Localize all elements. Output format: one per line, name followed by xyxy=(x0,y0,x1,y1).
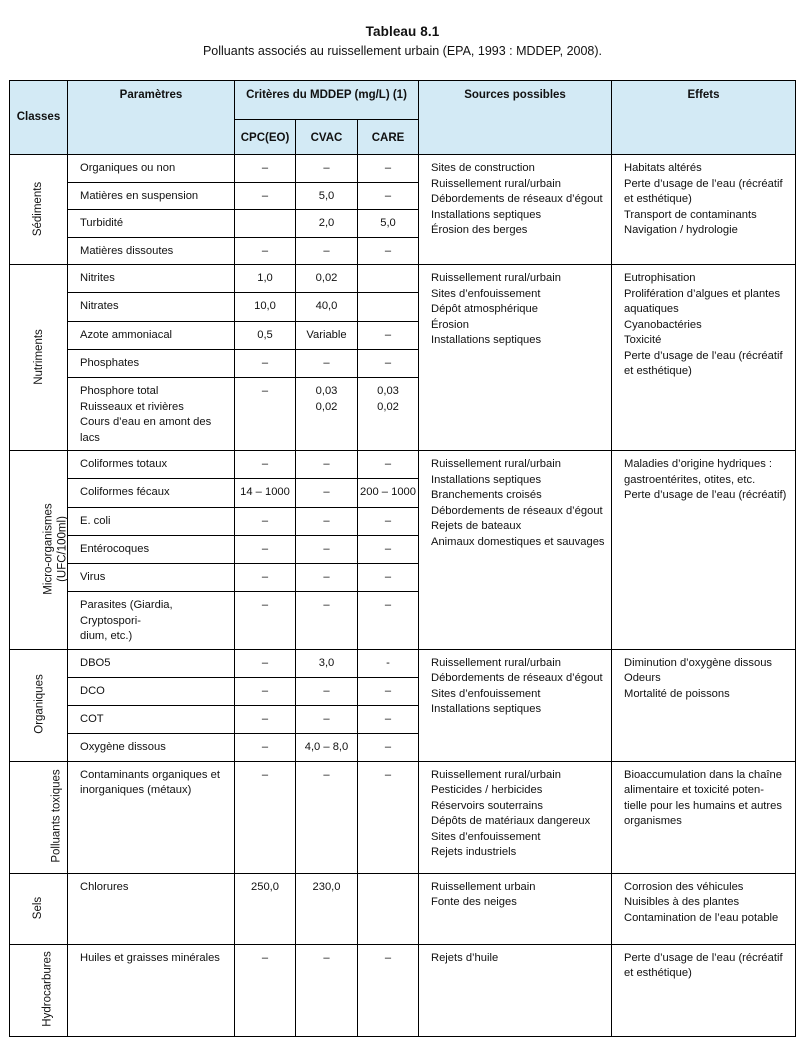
class-name: Organiques xyxy=(33,674,46,734)
param-name: COT xyxy=(80,712,104,725)
care-value: – xyxy=(384,684,392,697)
param-cell xyxy=(68,155,235,183)
cpc-value: – xyxy=(261,712,269,725)
cpc-value: – xyxy=(261,599,269,611)
param-cell xyxy=(68,210,235,238)
cpc-value-cell xyxy=(235,322,296,350)
cvac-value-cell xyxy=(296,322,358,350)
param-cell xyxy=(68,378,235,451)
sources-cell xyxy=(419,944,612,1036)
table-row xyxy=(10,761,796,873)
text-line: Bioaccumulation dans la chaîne xyxy=(624,768,782,781)
cvac-value: 40,0 xyxy=(315,300,338,312)
text-line: Prolifération d’algues et plantes xyxy=(624,287,781,300)
param-cell xyxy=(68,479,235,508)
text-line: Débordements de réseaux d’égout xyxy=(431,193,603,205)
text-line: Rejets de bateaux xyxy=(431,520,522,532)
header-care: CARE xyxy=(358,120,419,155)
param-cell xyxy=(68,873,235,944)
care-value: – xyxy=(384,162,392,174)
cvac-value-cell xyxy=(296,677,358,705)
cpc-value: 10,0 xyxy=(254,300,276,312)
cvac-value: 3,0 xyxy=(318,656,335,669)
param-name-line2: dium, etc.) xyxy=(80,630,133,642)
param-cell xyxy=(68,536,235,564)
cpc-value-cell xyxy=(235,155,296,183)
table-subtitle: Polluants associés au ruissellement urbain (EPA, 1993 : MDDEP, 2008). xyxy=(202,44,603,58)
cpc-value-cell xyxy=(235,733,296,761)
cvac-value-cell xyxy=(296,479,358,508)
cpc-value-cell xyxy=(235,378,296,451)
cvac-value: 0,02 xyxy=(315,272,338,284)
care-value-cell xyxy=(358,238,419,265)
care-value: – xyxy=(384,245,392,257)
cvac-value: – xyxy=(323,515,330,527)
cpc-value-cell xyxy=(235,705,296,733)
param-name: Entérocoques xyxy=(80,543,150,555)
class-name: Polluants toxiques xyxy=(50,769,63,863)
cpc-value-cell xyxy=(235,944,296,1036)
cpc-value-cell xyxy=(235,873,296,944)
cvac-value: – xyxy=(323,951,330,964)
cvac-value: 5,0 xyxy=(318,190,335,202)
care-value-cell xyxy=(358,677,419,705)
sources-cell xyxy=(419,873,612,944)
cvac-value-cell xyxy=(296,183,358,210)
param-cell xyxy=(68,451,235,479)
class-cell xyxy=(10,873,68,944)
class-name: Hydrocarbures xyxy=(41,951,54,1027)
cpc-value: 0,5 xyxy=(257,329,273,341)
care-value-cell xyxy=(358,536,419,564)
cpc-value-cell xyxy=(235,677,296,705)
cpc-value: – xyxy=(261,458,269,470)
header-criteres: Critères du MDDEP (mg/L) (1) xyxy=(235,81,419,120)
cpc-value-cell xyxy=(235,451,296,479)
care-value-cell xyxy=(358,761,419,873)
cvac-value-cell xyxy=(296,761,358,873)
text-line: Perte d’usage de l’eau (récréatif) xyxy=(624,489,787,501)
param-cell xyxy=(68,293,235,322)
cvac-value-cell xyxy=(296,733,358,761)
cvac-value-cell xyxy=(296,508,358,536)
care-value-cell xyxy=(358,733,419,761)
cpc-value-cell xyxy=(235,649,296,677)
effets-cell xyxy=(612,265,796,451)
param-name: Matières en suspension xyxy=(80,190,199,202)
care-value: – xyxy=(384,599,392,611)
cvac-value-cell xyxy=(296,873,358,944)
param-name: Parasites (Giardia, Cryptospori- xyxy=(80,599,173,627)
param-name: Chlorures xyxy=(80,880,129,893)
class-name: Nutriments xyxy=(32,328,45,385)
effets-cell xyxy=(612,873,796,944)
class-cell xyxy=(10,265,68,451)
param-cell xyxy=(68,265,235,293)
care-value-cell xyxy=(358,649,419,677)
text-line: Débordements de réseaux d’égout xyxy=(431,504,603,517)
text-line: Érosion des berges xyxy=(431,224,528,236)
param-name: E. coli xyxy=(80,515,111,527)
cpc-value: 250,0 xyxy=(251,880,279,893)
care-value: – xyxy=(384,190,392,202)
text-line: Fonte des neiges xyxy=(431,896,517,908)
care-value-cell xyxy=(358,293,419,322)
text-line: Ruissellement rural/urbain xyxy=(431,656,561,669)
header-effets: Effets xyxy=(612,81,796,155)
cpc-value: – xyxy=(261,571,269,583)
cvac-value: – xyxy=(323,245,330,257)
text-line: Contamination de l’eau potable xyxy=(624,911,779,924)
table-row xyxy=(10,944,796,1036)
table-row xyxy=(10,873,796,944)
text-line: organismes xyxy=(624,815,682,827)
text-line: Débordements de réseaux d’égout xyxy=(431,672,603,684)
header-sources: Sources possibles xyxy=(419,81,612,155)
text-line: Cyanobactéries xyxy=(624,318,702,331)
text-line: alimentaire et toxicité poten- xyxy=(624,784,764,796)
cvac-value: – xyxy=(323,599,330,611)
cpc-value-cell xyxy=(235,350,296,378)
text-line: Dépôt atmosphérique xyxy=(431,303,538,315)
text-line: Installations septiques xyxy=(431,473,542,486)
cpc-value: – xyxy=(261,543,269,555)
cvac-value: – xyxy=(323,571,330,583)
cpc-value: – xyxy=(261,190,269,202)
cvac-value-cell xyxy=(296,210,358,238)
text-line: Habitats altérés xyxy=(624,162,702,174)
text-line: Rejets industriels xyxy=(431,846,517,858)
cvac-value-cell xyxy=(296,536,358,564)
care-value: – xyxy=(384,515,392,527)
param-cell xyxy=(68,677,235,705)
class-unit: (UFC/100ml) xyxy=(56,516,69,582)
cvac-value: 2,0 xyxy=(318,217,335,229)
cpc-value: – xyxy=(261,515,269,527)
text-line: Ruissellement rural/urbain xyxy=(431,177,561,190)
text-line: Dépôts de matériaux dangereux xyxy=(431,815,591,827)
cvac-value: – xyxy=(323,357,330,369)
table-row xyxy=(10,649,796,677)
param-name: Coliformes fécaux xyxy=(80,486,170,498)
cvac-value-cell xyxy=(296,592,358,650)
text-line: Installations septiques xyxy=(431,208,542,221)
param-name: Nitrates xyxy=(80,300,119,312)
effets-cell xyxy=(612,155,796,265)
param-cell xyxy=(68,508,235,536)
text-line: aquatiques xyxy=(624,303,679,315)
text-line: Nuisibles à des plantes xyxy=(624,896,740,908)
param-name: Coliformes totaux xyxy=(80,458,168,470)
table-row xyxy=(10,451,796,479)
class-label xyxy=(41,952,55,1027)
class-label xyxy=(32,182,46,236)
cpc-value: 1,0 xyxy=(257,272,273,284)
cvac-value-cell xyxy=(296,705,358,733)
cpc-value-cell xyxy=(235,508,296,536)
text-line: Corrosion des véhicules xyxy=(624,880,744,893)
table-title: Tableau 8.1 xyxy=(365,24,440,39)
care-value: 5,0 xyxy=(380,217,396,229)
text-line: Sites de construction xyxy=(431,162,535,174)
text-line: Ruissellement rural/urbain xyxy=(431,768,561,781)
param-name: Oxygène dissous xyxy=(80,740,166,753)
cpc-value-cell xyxy=(235,536,296,564)
cvac-value-cell xyxy=(296,564,358,592)
param-name: Nitrites xyxy=(80,272,115,284)
class-label xyxy=(33,675,47,734)
param-name: DCO xyxy=(80,684,105,697)
param-name: Matières dissoutes xyxy=(80,245,174,257)
cvac-value-cell xyxy=(296,238,358,265)
care-value: – xyxy=(384,543,392,555)
care-value-cell xyxy=(358,378,419,451)
care-value: – xyxy=(384,712,392,725)
header-parametres: Paramètres xyxy=(68,81,235,155)
care-value-cell xyxy=(358,479,419,508)
cvac-value-cell xyxy=(296,649,358,677)
care-value-cell xyxy=(358,183,419,210)
cpc-value-cell xyxy=(235,265,296,293)
care-value: – xyxy=(384,357,392,369)
care-value-cell xyxy=(358,944,419,1036)
text-line: Perte d’usage de l’eau (récréatif xyxy=(624,177,783,190)
param-name-line3: Cours d’eau en amont des lacs xyxy=(80,416,212,444)
cpc-value-cell xyxy=(235,479,296,508)
sources-cell xyxy=(419,649,612,761)
care-value-cell xyxy=(358,873,419,944)
cvac-value: – xyxy=(323,684,330,697)
text-line: Pesticides / herbicides xyxy=(431,784,543,796)
care-value: – xyxy=(384,951,392,964)
care-value-cell xyxy=(358,564,419,592)
care-value-cell xyxy=(358,322,419,350)
text-line: Branchements croisés xyxy=(431,489,542,501)
param-name: DBO5 xyxy=(80,656,111,669)
pollutants-table xyxy=(9,80,796,1037)
param-name-line2: Ruisseaux et rivières xyxy=(80,400,184,413)
param-name: Azote ammoniacal xyxy=(80,329,173,341)
text-line: Installations septiques xyxy=(431,334,542,346)
text-line: Animaux domestiques et sauvages xyxy=(431,535,605,548)
table-row xyxy=(10,265,796,293)
care-value-cell xyxy=(358,155,419,183)
param-cell xyxy=(68,592,235,650)
class-cell xyxy=(10,451,68,650)
text-line: Ruissellement urbain xyxy=(431,880,536,893)
param-name: Contaminants organiques et xyxy=(80,768,220,781)
cvac-value-cell xyxy=(296,155,358,183)
care-value-cell xyxy=(358,592,419,650)
text-line: Eutrophisation xyxy=(624,272,696,284)
care-value-cell xyxy=(358,210,419,238)
effets-cell xyxy=(612,649,796,761)
cpc-value: – xyxy=(261,740,269,753)
care-value: 200 – 1000 xyxy=(360,486,416,498)
param-cell xyxy=(68,761,235,873)
care-value: – xyxy=(384,740,392,753)
param-name: Organiques ou non xyxy=(80,162,176,174)
text-line: Installations septiques xyxy=(431,703,542,715)
class-label xyxy=(31,329,45,385)
care-value: - xyxy=(386,656,390,669)
header-cpc: CPC(EO) xyxy=(235,120,296,155)
care-value-line2: 0,03 xyxy=(377,385,399,397)
effets-cell xyxy=(612,761,796,873)
care-value-cell xyxy=(358,350,419,378)
text-line: Ruissellement rural/urbain xyxy=(431,272,561,284)
effets-cell xyxy=(612,451,796,650)
cvac-value-cell xyxy=(296,944,358,1036)
text-line: Ruissellement rural/urbain xyxy=(431,458,561,470)
text-line: gastroentérites, otites, etc. xyxy=(624,473,756,486)
care-value-cell xyxy=(358,265,419,293)
table-body xyxy=(10,155,796,1037)
param-name: Phosphates xyxy=(80,357,140,369)
cvac-value-cell xyxy=(296,265,358,293)
cpc-value: – xyxy=(261,162,269,174)
param-cell xyxy=(68,183,235,210)
cvac-value-cell xyxy=(296,350,358,378)
cpc-value-cell xyxy=(235,761,296,873)
param-name-line2: inorganiques (métaux) xyxy=(80,784,192,796)
cpc-value: – xyxy=(261,768,269,781)
cpc-value: 14 – 1000 xyxy=(240,486,290,498)
cvac-value: – xyxy=(323,486,330,498)
class-label xyxy=(50,770,64,863)
header-classes: Classes xyxy=(10,81,68,155)
table-row xyxy=(10,155,796,183)
class-name: Sels xyxy=(32,896,45,919)
param-cell xyxy=(68,564,235,592)
text-line: Transport de contaminants xyxy=(624,208,757,221)
cvac-value: 4,0 – 8,0 xyxy=(304,740,349,753)
text-line: Sites d’enfouissement xyxy=(431,830,541,843)
text-line: Odeurs xyxy=(624,672,661,684)
param-name: Virus xyxy=(80,571,106,583)
param-cell xyxy=(68,238,235,265)
cvac-value: – xyxy=(323,768,330,781)
header-cvac: CVAC xyxy=(296,120,358,155)
cvac-value: Variable xyxy=(306,329,347,341)
param-cell xyxy=(68,322,235,350)
param-cell xyxy=(68,733,235,761)
care-value-cell xyxy=(358,508,419,536)
sources-cell xyxy=(419,155,612,265)
param-cell xyxy=(68,705,235,733)
sources-cell xyxy=(419,265,612,451)
cpc-value-cell xyxy=(235,238,296,265)
sources-cell xyxy=(419,761,612,873)
param-cell xyxy=(68,649,235,677)
text-line: Toxicité xyxy=(624,334,662,346)
text-line: Réservoirs souterrains xyxy=(431,799,543,812)
cvac-value-line2: 0,03 xyxy=(315,385,338,397)
param-cell xyxy=(68,350,235,378)
cvac-value-line3: 0,02 xyxy=(315,400,338,413)
care-value: – xyxy=(384,458,392,470)
cvac-value: – xyxy=(323,543,330,555)
class-cell xyxy=(10,944,68,1036)
cpc-value: – xyxy=(261,245,269,257)
effets-cell xyxy=(612,944,796,1036)
cpc-value-cell xyxy=(235,210,296,238)
class-name: Micro-organismes xyxy=(42,503,55,595)
care-value: – xyxy=(384,329,392,341)
text-line: Mortalité de poissons xyxy=(624,687,730,700)
text-line: Sites d’enfouissement xyxy=(431,287,541,300)
care-value-line3: 0,02 xyxy=(377,400,399,413)
cvac-value: – xyxy=(323,162,330,174)
care-value: – xyxy=(384,571,392,583)
cpc-value-cell xyxy=(235,564,296,592)
cpc-value-cell xyxy=(235,183,296,210)
cpc-value-cell xyxy=(235,293,296,322)
cpc-value: – xyxy=(261,951,269,964)
class-name: Sédiments xyxy=(32,181,45,236)
text-line: tielle pour les humains et autres xyxy=(624,799,782,812)
class-label xyxy=(42,503,70,594)
cpc-value: – xyxy=(261,357,269,369)
care-value: – xyxy=(384,768,392,781)
cvac-value: – xyxy=(323,712,330,725)
text-line: Navigation / hydrologie xyxy=(624,224,738,236)
class-cell xyxy=(10,761,68,873)
sources-cell xyxy=(419,451,612,650)
cvac-value: – xyxy=(323,458,330,470)
text-line: et esthétique) xyxy=(624,967,692,979)
class-cell xyxy=(10,649,68,761)
cpc-value: – xyxy=(261,385,269,397)
text-line: Diminution d’oxygène dissous xyxy=(624,656,773,669)
cpc-value: – xyxy=(261,656,269,669)
cvac-value: 230,0 xyxy=(312,880,341,893)
cvac-value-cell xyxy=(296,451,358,479)
text-line: Perte d’usage de l’eau (récréatif xyxy=(624,951,783,964)
text-line: et esthétique) xyxy=(624,365,692,377)
class-cell xyxy=(10,155,68,265)
text-line: Sites d’enfouissement xyxy=(431,687,541,700)
cpc-value: – xyxy=(261,684,269,697)
text-line: Perte d’usage de l’eau (récréatif xyxy=(624,349,783,362)
param-name: Huiles et graisses minérales xyxy=(80,951,220,964)
text-line: Érosion xyxy=(431,318,469,331)
cpc-value-cell xyxy=(235,592,296,650)
class-label xyxy=(32,897,46,919)
param-name: Turbidité xyxy=(80,217,124,229)
text-line: Rejets d’huile xyxy=(431,951,499,964)
cvac-value-cell xyxy=(296,293,358,322)
text-line: Maladies d’origine hydriques : xyxy=(624,458,773,470)
cvac-value-cell xyxy=(296,378,358,451)
care-value-cell xyxy=(358,705,419,733)
text-line: et esthétique) xyxy=(624,193,692,205)
care-value-cell xyxy=(358,451,419,479)
param-cell xyxy=(68,944,235,1036)
param-name: Phosphore total xyxy=(80,385,159,397)
